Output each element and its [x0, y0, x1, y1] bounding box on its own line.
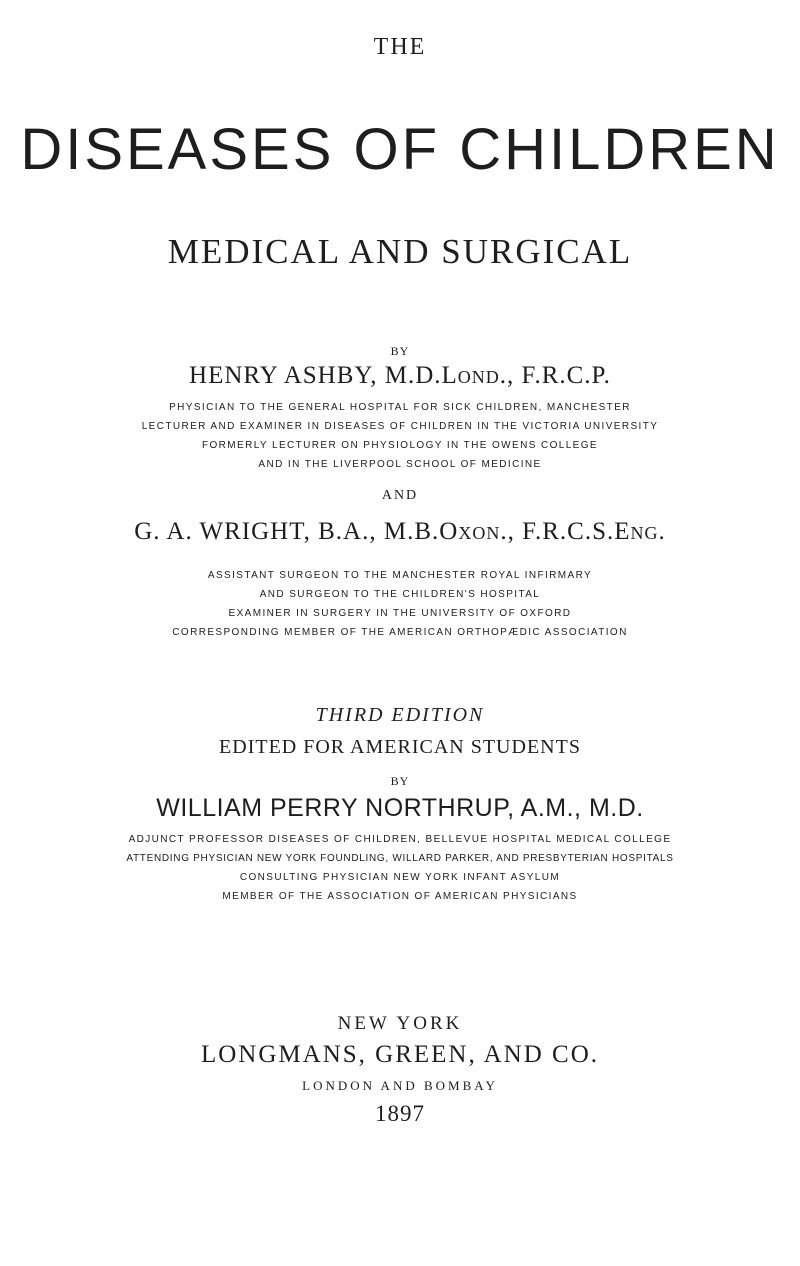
author-2-name-part: ., F.R.C.S.E	[500, 518, 631, 545]
by-label-editor: BY	[390, 774, 410, 788]
author-1-credit: FORMERLY LECTURER ON PHYSIOLOGY IN THE OWENS COLLEGE	[201, 440, 599, 451]
author-1-name-part: HENRY ASHBY, M.D.L	[189, 362, 458, 389]
imprint-publisher: LONGMANS, GREEN, AND CO.	[200, 1041, 599, 1068]
imprint-city: NEW YORK	[337, 1013, 463, 1034]
edited-for-label: EDITED FOR AMERICAN STUDENTS	[219, 736, 581, 758]
title-the: THE	[373, 34, 427, 60]
imprint-year: 1897	[375, 1101, 425, 1126]
author-1-name	[0, 362, 800, 390]
author-2-credit: CORRESPONDING MEMBER OF THE AMERICAN ORTHOPÆDIC ASSOCIATION	[172, 627, 628, 638]
author-2-name-smallcaps: NG	[630, 523, 659, 543]
editor-credit: ADJUNCT PROFESSOR DISEASES OF CHILDREN, BELLEVUE HOSPITAL MEDICAL COLLEGE	[128, 834, 672, 845]
editor-credit: CONSULTING PHYSICIAN NEW YORK INFANT ASYLUM	[239, 872, 561, 883]
author-2-name-smallcaps: XON	[458, 523, 501, 543]
author-2-name-part: G. A. WRIGHT, B.A., M.B.O	[134, 518, 459, 545]
and-separator: AND	[381, 488, 419, 503]
author-1-credit: AND IN THE LIVERPOOL SCHOOL OF MEDICINE	[258, 459, 542, 470]
author-1-name-part: ., F.R.C.P.	[499, 362, 611, 389]
imprint-locations: LONDON AND BOMBAY	[302, 1078, 498, 1093]
author-1-name-smallcaps: OND	[457, 367, 500, 387]
author-2-name	[0, 518, 800, 546]
edition-label: THIRD EDITION	[315, 704, 485, 726]
author-2-name-part: .	[658, 518, 666, 545]
author-2-credit: AND SURGEON TO THE CHILDREN'S HOSPITAL	[259, 589, 541, 600]
author-1-credit: PHYSICIAN TO THE GENERAL HOSPITAL FOR SICK CHILDREN, MANCHESTER	[169, 402, 631, 413]
author-2-credit: ASSISTANT SURGEON TO THE MANCHESTER ROYAL INFIRMARY	[207, 570, 593, 581]
editor-credit: MEMBER OF THE ASSOCIATION OF AMERICAN PHYSICIANS	[222, 891, 578, 902]
author-1-credit: LECTURER AND EXAMINER IN DISEASES OF CHILDREN IN THE VICTORIA UNIVERSITY	[141, 421, 659, 432]
by-label-authors: BY	[390, 344, 410, 358]
subtitle: MEDICAL AND SURGICAL	[167, 232, 633, 271]
editor-name: WILLIAM PERRY NORTHRUP, A.M., M.D.	[156, 794, 644, 822]
author-2-credit: EXAMINER IN SURGERY IN THE UNIVERSITY OF OXFORD	[228, 608, 572, 619]
main-title: DISEASES OF CHILDREN	[20, 117, 780, 182]
editor-credit: ATTENDING PHYSICIAN NEW YORK FOUNDLING, WILLARD PARKER, AND PRESBYTERIAN HOSPITALS	[126, 853, 674, 864]
